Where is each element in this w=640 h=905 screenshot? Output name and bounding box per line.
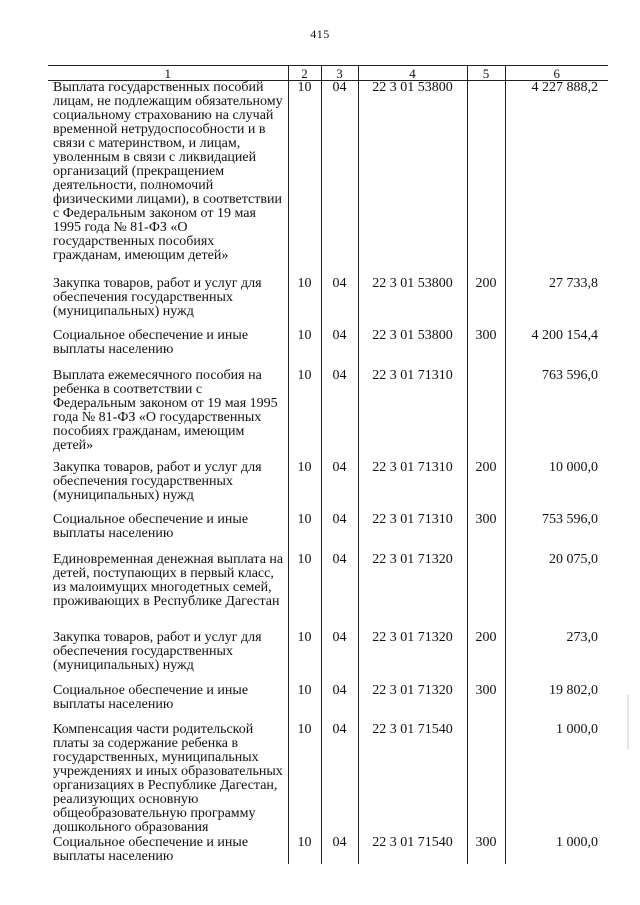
row-target-code: 22 3 01 71540 [358, 723, 467, 836]
row-section: 10 [288, 553, 321, 631]
column-header-6: 6 [505, 66, 608, 81]
row-section: 10 [288, 81, 321, 278]
row-name: Социальное обеспечение и иные выплаты населению [53, 328, 249, 357]
row-subsection: 04 [321, 631, 358, 684]
row-subsection: 04 [321, 277, 358, 329]
budget-table [48, 65, 608, 864]
row-expense-type: 200 [467, 461, 505, 513]
row-expense-type [467, 723, 505, 836]
row-subsection: 04 [321, 723, 358, 836]
row-target-code: 22 3 01 71320 [358, 553, 467, 631]
row-expense-type [467, 553, 505, 631]
row-subsection: 04 [321, 836, 358, 864]
row-amount: 19 802,0 [505, 684, 608, 723]
table-row [48, 723, 608, 836]
row-target-code: 22 3 01 71320 [358, 631, 467, 684]
table-row [48, 369, 608, 461]
row-subsection: 04 [321, 81, 358, 278]
row-target-code: 22 3 01 71540 [358, 836, 467, 864]
row-expense-type: 200 [467, 631, 505, 684]
table-row [48, 461, 608, 513]
column-header-3: 3 [321, 66, 358, 81]
row-name: Выплата ежемесячного пособия на ребенка в соответствии с Федеральным законом от 19 мая 1995 года № 81-ФЗ «О государственных пособиях гражданам, имеющим детей» [53, 368, 278, 453]
row-target-code: 22 3 01 53800 [358, 81, 467, 278]
row-name: Социальное обеспечение и иные выплаты населению [53, 512, 249, 541]
row-name: Выплата государственных пособий лицам, не подлежащим обязательному социальному страхованию на случай временной нетрудоспособности и в связи с материнством, и лицам, уволенным в связи с ликвидацией организаций (прекращением деятельности, полномочий физическими лицами), в соответствии с Федеральным законом от 19 мая 1995 года № 81-ФЗ «О государственных пособиях гражданам, имеющим детей» [53, 80, 283, 263]
row-expense-type [467, 81, 505, 278]
row-name: Единовременная денежная выплата на детей, поступающих в первый класс, из малоимущих многодетных семей, проживающих в Республике Дагестан [53, 552, 284, 609]
row-section: 10 [288, 277, 321, 329]
scan-artifact [627, 695, 629, 750]
row-amount: 1 000,0 [505, 836, 608, 864]
row-expense-type: 300 [467, 836, 505, 864]
row-amount: 753 596,0 [505, 513, 608, 553]
row-amount: 763 596,0 [505, 369, 608, 461]
row-section: 10 [288, 461, 321, 513]
row-section: 10 [288, 513, 321, 553]
table-row [48, 329, 608, 369]
column-header-4: 4 [358, 66, 467, 81]
row-amount: 4 200 154,4 [505, 329, 608, 369]
row-target-code: 22 3 01 53800 [358, 277, 467, 329]
row-amount: 27 733,8 [505, 277, 608, 329]
page-number: 415 [310, 27, 330, 41]
row-target-code: 22 3 01 71310 [358, 461, 467, 513]
row-subsection: 04 [321, 684, 358, 723]
row-target-code: 22 3 01 53800 [358, 329, 467, 369]
row-name: Закупка товаров, работ и услуг для обеспечения государственных (муниципальных) нужд [53, 276, 262, 319]
row-target-code: 22 3 01 71310 [358, 369, 467, 461]
row-subsection: 04 [321, 461, 358, 513]
row-target-code: 22 3 01 71310 [358, 513, 467, 553]
row-target-code: 22 3 01 71320 [358, 684, 467, 723]
column-header-2: 2 [288, 66, 321, 81]
row-expense-type: 300 [467, 684, 505, 723]
row-name: Социальное обеспечение и иные выплаты населению [53, 683, 249, 712]
row-section: 10 [288, 329, 321, 369]
row-section: 10 [288, 836, 321, 864]
column-header-5: 5 [467, 66, 505, 81]
row-amount: 20 075,0 [505, 553, 608, 631]
table-row [48, 836, 608, 864]
row-expense-type: 200 [467, 277, 505, 329]
row-subsection: 04 [321, 329, 358, 369]
row-name: Социальное обеспечение и иные выплаты населению [53, 835, 249, 864]
row-expense-type [467, 369, 505, 461]
column-number-header-row [48, 66, 608, 81]
row-section: 10 [288, 369, 321, 461]
table-row [48, 513, 608, 553]
table-row [48, 684, 608, 723]
row-name: Компенсация части родительской платы за содержание ребенка в государственных, муниципальных учреждениях и иных образовательных организациях в Республике Дагестан, реализующих основную общеобразовательную программу дошкольного образования [53, 722, 283, 835]
table-row [48, 631, 608, 684]
row-amount: 1 000,0 [505, 723, 608, 836]
table-row [48, 81, 608, 278]
row-expense-type: 300 [467, 513, 505, 553]
row-expense-type: 300 [467, 329, 505, 369]
row-section: 10 [288, 631, 321, 684]
row-name: Закупка товаров, работ и услуг для обеспечения государственных (муниципальных) нужд [53, 630, 262, 673]
row-name: Закупка товаров, работ и услуг для обеспечения государственных (муниципальных) нужд [53, 460, 262, 503]
table-row [48, 553, 608, 631]
row-subsection: 04 [321, 513, 358, 553]
row-subsection: 04 [321, 369, 358, 461]
row-section: 10 [288, 723, 321, 836]
table-row [48, 277, 608, 329]
row-amount: 10 000,0 [505, 461, 608, 513]
row-amount: 273,0 [505, 631, 608, 684]
row-section: 10 [288, 684, 321, 723]
row-amount: 4 227 888,2 [505, 81, 608, 278]
column-header-1: 1 [48, 66, 288, 81]
row-subsection: 04 [321, 553, 358, 631]
